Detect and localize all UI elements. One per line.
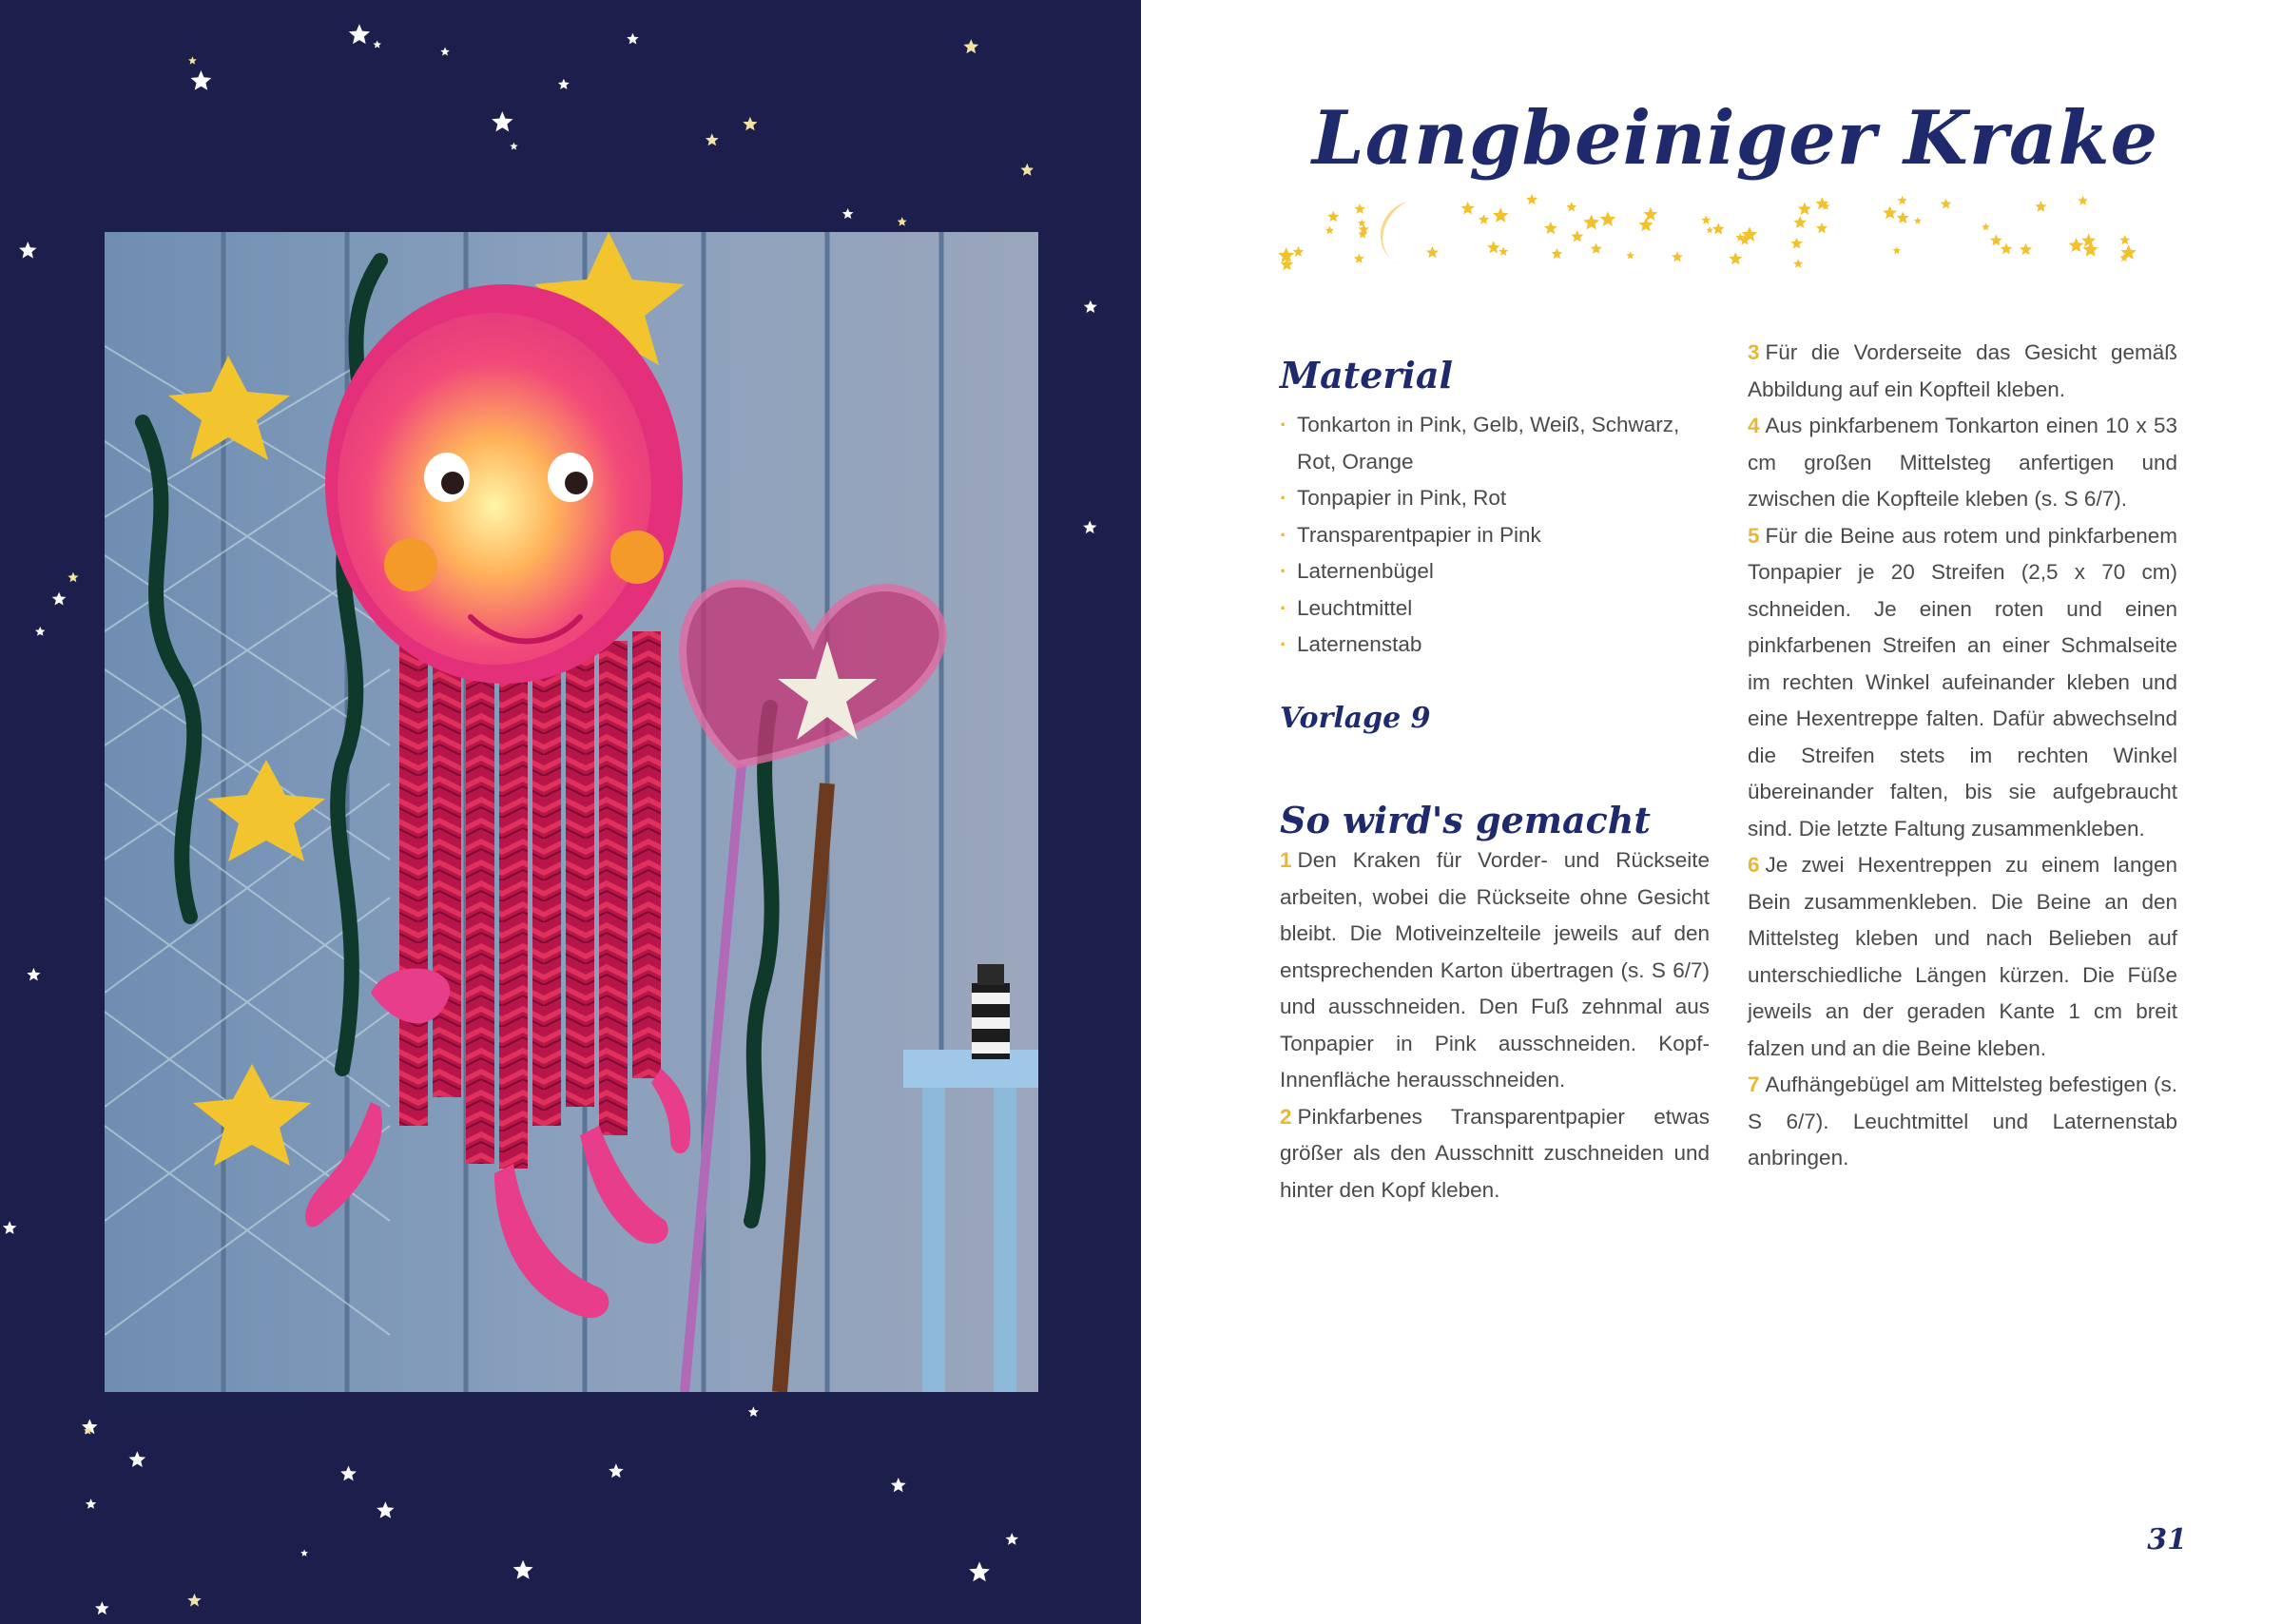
band-star-icon [1893,246,1901,254]
sky-star-icon [748,1406,759,1417]
material-heading: Material [1280,354,1453,396]
band-star-icon [1355,203,1365,214]
sky-star-icon [492,111,512,131]
sky-star-icon [510,143,517,150]
band-star-icon [1460,202,1475,215]
sky-star-icon [969,1562,990,1582]
sky-star-icon [440,48,450,56]
material-item: · Laternenstab [1280,627,1689,664]
template-reference: Vorlage 9 [1280,702,1431,735]
instruction-step: 2 Pinkfarbenes Transparentpapier etwas größer als den Ausschnitt zuschneiden und hinter den Kopf kleben. [1280,1104,1710,1202]
band-star-icon [2069,238,2084,252]
band-star-icon [1897,211,1909,223]
page-number: 31 [2147,1523,2187,1556]
sky-star-icon [963,39,978,53]
band-star-icon [2081,233,2096,246]
band-star-icon [2001,242,2013,254]
bullet-icon: · [1280,522,1287,547]
band-star-icon [1551,248,1562,259]
sky-star-icon [3,1221,17,1234]
band-star-icon [1591,243,1602,254]
sky-star-icon [898,217,907,226]
sky-star-icon [1083,521,1096,534]
band-star-icon [1793,216,1807,228]
band-star-icon [1426,246,1439,258]
material-item: · Tonpapier in Pink, Rot [1280,480,1689,517]
sky-star-icon [891,1478,906,1492]
band-star-icon [1672,251,1683,261]
band-star-icon [1479,214,1489,224]
octopus-lantern-photo [105,232,1038,1392]
sky-star-icon [187,1594,201,1607]
sky-star-icon [52,592,67,606]
moon-and-stars-decoration [1274,190,2168,285]
sky-star-icon [842,208,854,219]
sky-star-icon [1020,164,1034,176]
band-star-icon [1914,217,1922,223]
band-star-icon [1358,219,1365,226]
band-star-icon [1566,202,1576,211]
band-star-icon [1990,234,2002,245]
crescent-moon-icon [1381,202,1407,264]
sky-star-icon [95,1601,109,1614]
sky-star-icon [373,41,381,48]
band-star-icon [1487,241,1500,253]
sky-star-icon [706,133,719,145]
sky-star-icon [340,1466,357,1481]
band-star-icon [1883,206,1897,220]
page-title: Langbeiniger Krake [1311,95,2159,182]
sky-star-icon [19,242,36,259]
instruction-step: 3 Für die Vorderseite das Gesicht gemäß Abbildung auf ein Kopfteil kleben. [1748,340,2177,401]
material-item: · Transparentpapier in Pink [1280,517,1689,554]
sky-star-icon [191,70,212,90]
band-star-icon [2020,243,2032,255]
instructions-heading: So wird's gemacht [1280,799,1651,841]
instruction-step: 5 Für die Beine aus rotem und pinkfarbenem Tonpapier je 20 Streifen (2,5 x 70 cm) schneiden. Je einen roten und einen pinkfarbenen Streifen an einer Schmalseite im rechten Winkel aufeinander kleben und eine Hexentreppe falten. Dafür abwechselnd die Streifen stets im rechten Winkel übereinander falten, bis sie aufgebraucht sind. Die letzte Faltung zusammenkleben. [1748,523,2177,841]
instruction-step: 6 Je zwei Hexentreppen zu einem langen Bein zusammenkleben. Die Beine an den Mittelsteg kleben und nach Belieben auf unterschiedliche Längen kürzen. Die Füße jeweils an der geraden Kante 1 cm breit falzen und an die Beine kleben. [1748,853,2177,1060]
band-star-icon [1327,211,1339,222]
band-star-icon [1499,246,1508,256]
sky-star-icon [349,24,370,44]
band-star-icon [1583,214,1599,229]
material-item: · Leuchtmittel [1280,590,1689,628]
band-star-icon [2035,201,2046,212]
bullet-icon: · [1280,595,1287,620]
sky-star-icon [188,56,197,64]
photo-illustration [105,232,1038,1392]
bullet-icon: · [1280,632,1287,656]
band-star-icon [1729,252,1742,264]
band-star-icon [1701,215,1711,223]
sky-star-icon [68,572,78,583]
instructions-column-right [1748,335,2177,1177]
sky-star-icon [743,117,757,131]
band-star-icon [1526,194,1537,204]
sky-star-icon [609,1463,624,1478]
material-item: · Laternenbügel [1280,553,1689,590]
sky-star-icon [513,1560,533,1579]
sky-star-icon [1006,1533,1019,1545]
band-star-icon [1626,251,1634,259]
band-star-icon [1325,226,1334,235]
bullet-icon: · [1280,559,1287,583]
band-star-icon [2119,235,2130,244]
band-star-icon [1544,222,1557,234]
band-star-icon [1571,230,1583,242]
band-star-icon [1898,196,1907,205]
sky-star-icon [1084,300,1097,313]
bullet-icon: · [1280,486,1287,510]
band-star-icon [1982,222,1989,230]
band-star-icon [1493,207,1509,222]
sky-star-icon [377,1501,395,1518]
sky-star-icon [627,33,639,45]
instructions-column-left [1280,842,1710,1208]
bullet-icon: · [1280,413,1287,436]
sky-star-icon [35,627,45,636]
band-star-icon [1706,226,1713,233]
band-star-icon [1790,238,1802,249]
sky-star-icon [86,1498,96,1509]
instruction-step: 7 Aufhängebügel am Mittelsteg befestigen (s. S 6/7). Leuchtmittel und Laternenstab anbringen. [1748,1073,2177,1170]
band-star-icon [1941,199,1951,209]
band-star-icon [1712,222,1725,234]
instruction-step: 1 Den Kraken für Vorder- und Rückseite arbeiten, wobei die Rückseite ohne Gesicht bleibt. Die Motiveinzelteile jeweils auf den entsprechenden Karton übertragen (s. S 6/7) und ausschneiden. Den Fuß zehnmal aus Tonpapier in Pink ausschneiden. Kopf-Innenfläche herausschneiden. [1280,848,1710,1092]
material-list [1280,407,1689,664]
material-item: · Tonkarton in Pink, Gelb, Weiß, Schwarz, Rot, Orange [1280,407,1689,480]
band-star-icon [1354,254,1364,263]
sky-star-icon [129,1451,146,1467]
band-star-icon [1600,211,1616,226]
band-star-icon [1639,218,1653,231]
band-star-icon [1798,203,1811,215]
band-star-icon [2078,196,2088,205]
band-star-icon [1793,259,1803,268]
instruction-step: 4 Aus pinkfarbenem Tonkarton einen 10 x 53 cm großen Mittelsteg anfertigen und zwischen die Kopfteile kleben (s. S 6/7). [1748,414,2177,511]
band-star-icon [1293,246,1305,257]
sky-star-icon [558,79,570,89]
sky-star-icon [27,968,40,981]
band-star-icon [1816,222,1828,233]
sky-star-icon [300,1550,308,1556]
